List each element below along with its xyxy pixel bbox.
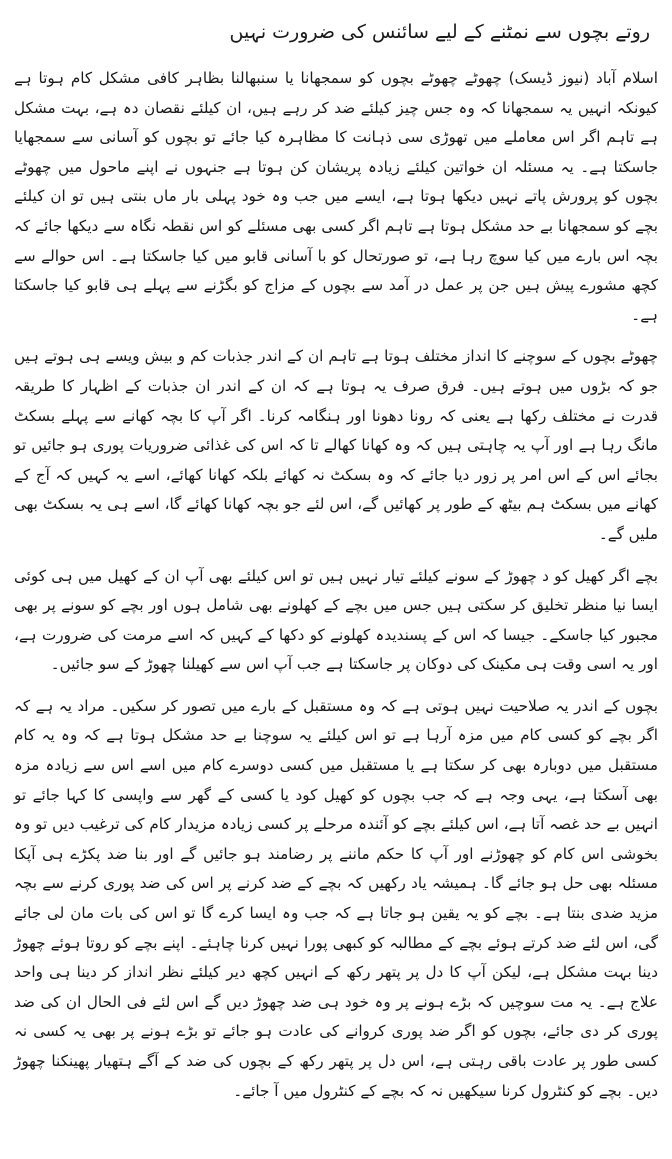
- article-paragraph-1: اسلام آباد (نیوز ڈیسک) چھوٹے چھوٹے بچوں کو سمجھانا یا سنبھالنا بظاہر کافی مشکل کام ہوتا ہے کیونکہ انہیں یہ سمجھانا کہ وہ جس چیز کیلئے ضد کر رہے ہیں، ان کیلئے نقصان دہ ہے، بہت مشکل ہے تاہم اگر اس معاملے میں تھوڑی سی ذہانت کا مظاہرہ کیا جائے تو بچوں کو آسانی سے سمجھایا جاسکتا ہے۔ یہ مسئلہ ان خواتین کیلئے زیادہ پریشان کن ہوتا ہے جنہوں نے اپنے ماحول میں چھوٹے بچوں کو پرورش پاتے نہیں دیکھا ہوتا ہے، ایسے میں جب وہ خود پہلی بار ماں بنتی ہیں تو ان کیلئے بچے کو سمجھانا بے حد مشکل ہوتا ہے تاہم اگر کسی بھی مسئلے کو اس نقطہ نگاہ سے دیکھا جائے کہ بچہ اس بارے میں کیا سوچ رہا ہے، تو صورتحال کو با آسانی قابو میں کیا جاسکتا ہے۔ اس حوالے سے کچھ مشورے پیش ہیں جن پر عمل در آمد سے بچوں کے مزاج کو بگڑنے سے پہلے ہی قابو کیا جاسکتا ہے۔: [14, 69, 658, 324]
- article-paragraph-3: بچے اگر کھیل کو د چھوڑ کے سونے کیلئے تیار نہیں ہیں تو اس کیلئے بھی آپ ان کے کھیل میں ہی کوئی ایسا نیا منظر تخلیق کر سکتی ہیں جس میں بچے کے کھلونے بھی شامل ہوں اور بچے کو سونے پر بھی مجبور کیا جاسکے۔ جیسا کہ اس کے پسندیدہ کھلونے کو دکھا کے کہیں کہ اسے مرمت کی ضرورت ہے، اور یہ اسی وقت ہی مکینک کی دوکان پر جاسکتا ہے جب آپ اس سے کھیلنا چھوڑ کے سو جائیں۔: [14, 566, 658, 674]
- article-paragraph-4: بچوں کے اندر یہ صلاحیت نہیں ہوتی ہے کہ وہ مستقبل کے بارے میں تصور کر سکیں۔ مراد یہ ہے کہ اگر بچے کو کسی کام میں مزہ آرہا ہے تو اس کیلئے یہ سوچنا بے حد مشکل ہوتا ہے کہ وہ یہ کام مستقبل میں دوبارہ بھی کر سکتا ہے یا مستقبل میں کسی دوسرے کام میں اسے اس سے زیادہ مزہ بھی آسکتا ہے، یہی وجہ ہے کہ جب بچوں کو کھیل کود یا کسی کے گھر سے واپسی کا کہا جائے تو انہیں بے حد غصہ آتا ہے، اس کیلئے بچے کو آئندہ مرحلے پر کسی زیادہ مزیدار کام کی ترغیب دیں تو وہ بخوشی اس کام کو چھوڑنے اور آپ کا حکم ماننے پر رضامند ہو جائیں گے اور بنا ضد پکڑے ہی آپکا مسئلہ بھی حل ہو جائے گا۔ ہمیشہ یاد رکھیں کہ بچے کے ضد کرنے پر اس کی ضد پوری کرنے سے بچہ مزید ضدی بنتا ہے۔ بچے کو یہ یقین ہو جاتا ہے کہ جب وہ ایسا کرے گا تو اس کی بات مان لی جائے گی، اس لئے ضد کرتے ہوئے بچے کے مطالبہ کو کبھی پورا نہیں کرنا چاہئے۔ اپنے بچے کو روتا ہوئے چھوڑ دینا بہت مشکل ہے، لیکن آپ کا دل پر پتھر رکھ کے انہیں کچھ دیر کیلئے نظر انداز کر دینا ہی واحد علاج ہے۔ یہ مت سوچیں کہ بڑے ہونے پر وہ خود ہی ضد چھوڑ دیں گے اس لئے فی الحال ان کی ضد پوری کر دی جائے، بچوں کو اگر ضد پوری کروانے کی عادت ہو جائے تو بڑے ہونے پر بھی یہ کسی نہ کسی طور پر عادت باقی رہتی ہے، اس دل پر پتھر رکھ کے بچوں کی ضد کے آگے ہتھیار پھینکنا چھوڑ دیں۔ بچے کو کنٹرول کرنا سیکھیں نہ کہ بچے کے کنٹرول میں آ جائے۔: [14, 696, 658, 1100]
- article-title: روتے بچوں سے نمٹنے کے لیے سائنس کی ضرورت نہیں: [229, 21, 650, 43]
- article: [14, 14, 658, 1151]
- article-paragraph-2: چھوٹے بچوں کے سوچنے کا انداز مختلف ہوتا ہے تاہم ان کے اندر جذبات کم و بیش ویسے ہی ہوتے ہیں جو کہ بڑوں میں ہوتے ہیں۔ فرق صرف یہ ہوتا ہے کہ ان کے اندر ان جذبات کے اظہار کا طریقہ قدرت نے مختلف رکھا ہے یعنی کہ رونا دھونا اور ہنگامہ کرنا۔ اگر آپ کا بچہ کھانے سے پہلے بسکٹ مانگ رہا ہے اور آپ یہ چاہتی ہیں کہ وہ کھانا کھالے تا کہ اس کی غذائی ضروریات پوری ہو جائیں تو بجائے اس کے اس امر پر زور دیا جائے کہ وہ بسکٹ نہ کھائے بلکہ کھانا کھائے، اسے یہ کہیں کہ آج کے کھانے میں بسکٹ ہم بیٹھ کے طور پر کھائیں گے، اس لئے جو بچہ کھانا کھائے گا، اسے ہی یہ بسکٹ بھی ملیں گے۔: [14, 347, 658, 543]
